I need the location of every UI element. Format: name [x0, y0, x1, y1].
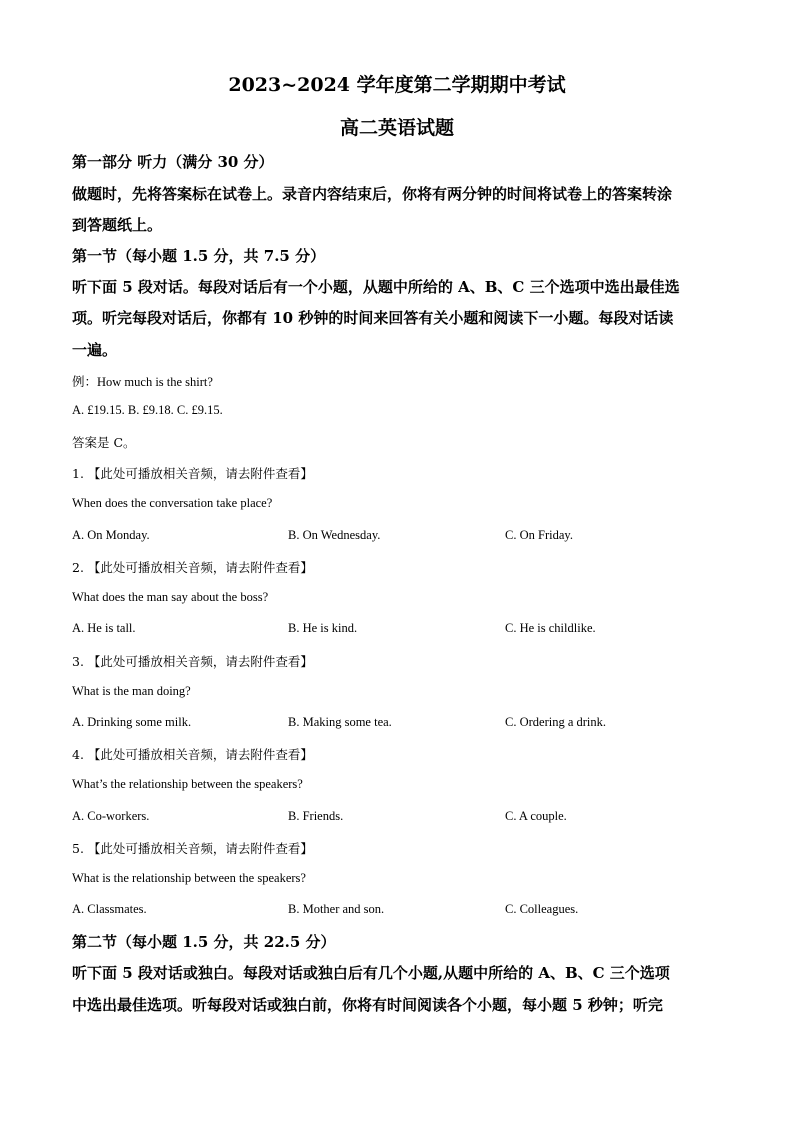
section1-instruction: 听下面 5 段对话。每段对话后有一个小题，从题中所给的 A、B、C 三个选项中选出最佳选: [72, 278, 680, 296]
audio-placeholder: 2. 【此处可播放相关音频，请去附件查看】: [72, 560, 313, 575]
example-answer: 答案是 C。: [72, 435, 136, 450]
option-c: C. Colleagues.: [505, 902, 579, 916]
option-c: C. On Friday.: [505, 528, 573, 542]
option-b: B. Making some tea.: [288, 715, 392, 729]
option-a: A. On Monday.: [72, 528, 150, 542]
audio-placeholder: 4. 【此处可播放相关音频，请去附件查看】: [72, 747, 313, 762]
option-a: A. Co-workers.: [72, 809, 150, 823]
audio-placeholder: 5. 【此处可播放相关音频，请去附件查看】: [72, 841, 313, 856]
section2-instruction: 中选出最佳选项。听每段对话或独白前，你将有时间阅读各个小题，每小题 5 秒钟；听完: [72, 996, 663, 1014]
question-text: What does the man say about the boss?: [72, 590, 269, 604]
section2-heading: 第二节（每小题 1.5 分，共 22.5 分）: [72, 933, 336, 951]
part1-instruction: 到答题纸上。: [72, 216, 163, 234]
option-a: A. He is tall.: [72, 621, 136, 635]
question-text: When does the conversation take place?: [72, 496, 273, 510]
option-b: B. On Wednesday.: [288, 528, 381, 542]
audio-placeholder: 3. 【此处可播放相关音频，请去附件查看】: [72, 654, 313, 669]
section1-instruction: 一遍。: [72, 341, 118, 359]
exam-subtitle: 高二英语试题: [339, 117, 454, 139]
option-a: A. Classmates.: [72, 902, 147, 916]
option-a: A. Drinking some milk.: [72, 715, 192, 729]
option-b: B. Mother and son.: [288, 902, 385, 916]
question-text: What’s the relationship between the speakers?: [72, 777, 303, 791]
option-b: B. He is kind.: [288, 621, 358, 635]
example-options: A. £19.15. B. £9.18. C. £9.15.: [72, 403, 223, 417]
part1-instruction: 做题时，先将答案标在试卷上。录音内容结束后，你将有两分钟的时间将试卷上的答案转涂: [72, 185, 673, 203]
question-text: What is the man doing?: [72, 684, 191, 698]
section2-instruction: 听下面 5 段对话或独白。每段对话或独白后有几个小题,从题中所给的 A、B、C 三个选项: [72, 964, 670, 982]
section1-instruction: 项。听完每段对话后，你都有 10 秒钟的时间来回答有关小题和阅读下一小题。每段对话读: [72, 309, 674, 327]
audio-placeholder: 1. 【此处可播放相关音频，请去附件查看】: [72, 466, 313, 481]
part1-heading: 第一部分 听力（满分 30 分）: [72, 153, 274, 171]
question-text: What is the relationship between the speakers?: [72, 871, 306, 885]
example-question: 例：How much is the shirt?: [72, 375, 213, 389]
option-b: B. Friends.: [288, 809, 344, 823]
exam-title: 2023~2024 学年度第二学期期中考试: [228, 74, 566, 96]
section1-heading: 第一节（每小题 1.5 分，共 7.5 分）: [72, 247, 326, 265]
option-c: C. Ordering a drink.: [505, 715, 607, 729]
option-c: C. He is childlike.: [505, 621, 596, 635]
option-c: C. A couple.: [505, 809, 567, 823]
